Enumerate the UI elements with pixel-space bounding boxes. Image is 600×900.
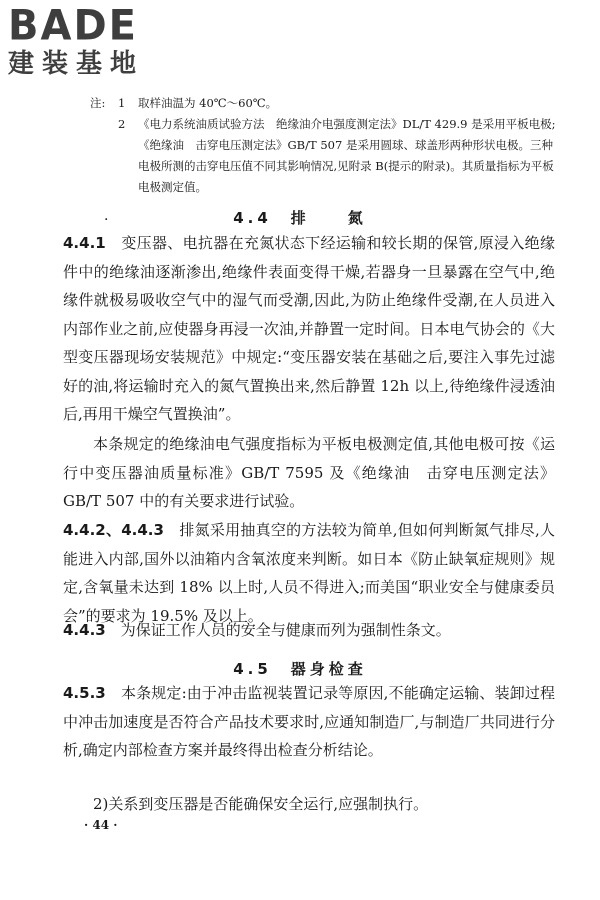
- paragraph-4-4-3: [63, 616, 555, 645]
- clause-number: 4.4.1: [63, 234, 106, 252]
- note-item-1: [90, 93, 560, 114]
- paragraph-4-4-1-b: [63, 430, 555, 516]
- logo-subtitle: 建装基地: [8, 49, 145, 79]
- section-title-4-4: 4.4 排 氮: [233, 209, 367, 227]
- paragraph-text: 本条规定的绝缘油电气强度指标为平板电极测定值,其他电极可按《运行中变压器油质量标准》GB/T 7595 及《绝缘油 击穿电压测定法》GB/T 507 中的有关要求进行试验。: [63, 435, 555, 510]
- page-number: · 44 ·: [84, 818, 118, 832]
- paragraph-text: 变压器、电抗器在充氮状态下经运输和较长期的保管,原浸入绝缘件中的绝缘油逐渐渗出,绝缘件表面变得干燥,若器身一旦暴露在空气中,绝缘件就极易吸收空气中的湿气而受潮,因此,为防止绝缘件受潮,在人员进入内部作业之前,应使器身再浸一次油,并静置一定时间。日本电气协会的《大型变压器现场安装规范》中规定:“变压器安装在基础之后,要注入事先过滤好的油,将运输时充入的氮气置换出来,然后静置 12h 以上,待绝缘件浸透油后,再用干燥空气置换油”。: [63, 234, 555, 423]
- paragraph-4-4-1: [63, 229, 555, 429]
- paragraph-text: 本条规定:由于冲击监视装置记录等原因,不能确定运输、装卸过程中冲击加速度是否符合产品技术要求时,应通知制造厂,与制造厂共同进行分析,确定内部检查方案并最终得出检查分析结论。: [63, 684, 555, 759]
- paragraph-4-5-3: [63, 679, 555, 765]
- paragraph-4-5-3-b: [63, 790, 555, 819]
- note-label: 注:: [90, 96, 106, 110]
- section-title-4-5: 4.5 器身检查: [233, 660, 367, 678]
- margin-dot: ·: [104, 212, 109, 228]
- paragraph-text: 2)关系到变压器是否能确保安全运行,应强制执行。: [93, 795, 429, 813]
- clause-number: 4.4.2、4.4.3: [63, 521, 164, 539]
- clause-number: 4.5.3: [63, 684, 106, 702]
- note-text: 取样油温为 40℃～60℃。: [138, 96, 278, 110]
- logo-wordmark: BADE: [8, 1, 138, 51]
- note-text: 《电力系统油质试验方法 绝缘油介电强度测定法》DL/T 429.9 是采用平板电极;《绝缘油 击穿电压测定法》GB/T 507 是采用圆球、球盖形两种形状电极。三种电极所测的击穿电压值不同其影响情况,见附录 B(提示的附录)。其质量指标为平板电极测定值。: [138, 117, 556, 194]
- paragraph-text: 排氮采用抽真空的方法较为简单,但如何判断氮气排尽,人能进入内部,国外以油箱内含氧浓度来判断。如日本《防止缺氧症规则》规定,含氧量未达到 18% 以上时,人员不得进入;而美国“职业安全与健康委员会”的要求为 19.5% 及以上。: [63, 521, 555, 625]
- clause-number: 4.4.3: [63, 621, 106, 639]
- paragraph-text: 为保证工作人员的安全与健康而列为强制性条文。: [105, 621, 451, 639]
- note-item-2: [90, 114, 560, 198]
- logo: [8, 1, 178, 80]
- note-number: 1: [118, 96, 126, 110]
- note-number: 2: [118, 117, 126, 131]
- paragraph-4-4-2: [63, 516, 555, 630]
- notes-block: [90, 93, 560, 198]
